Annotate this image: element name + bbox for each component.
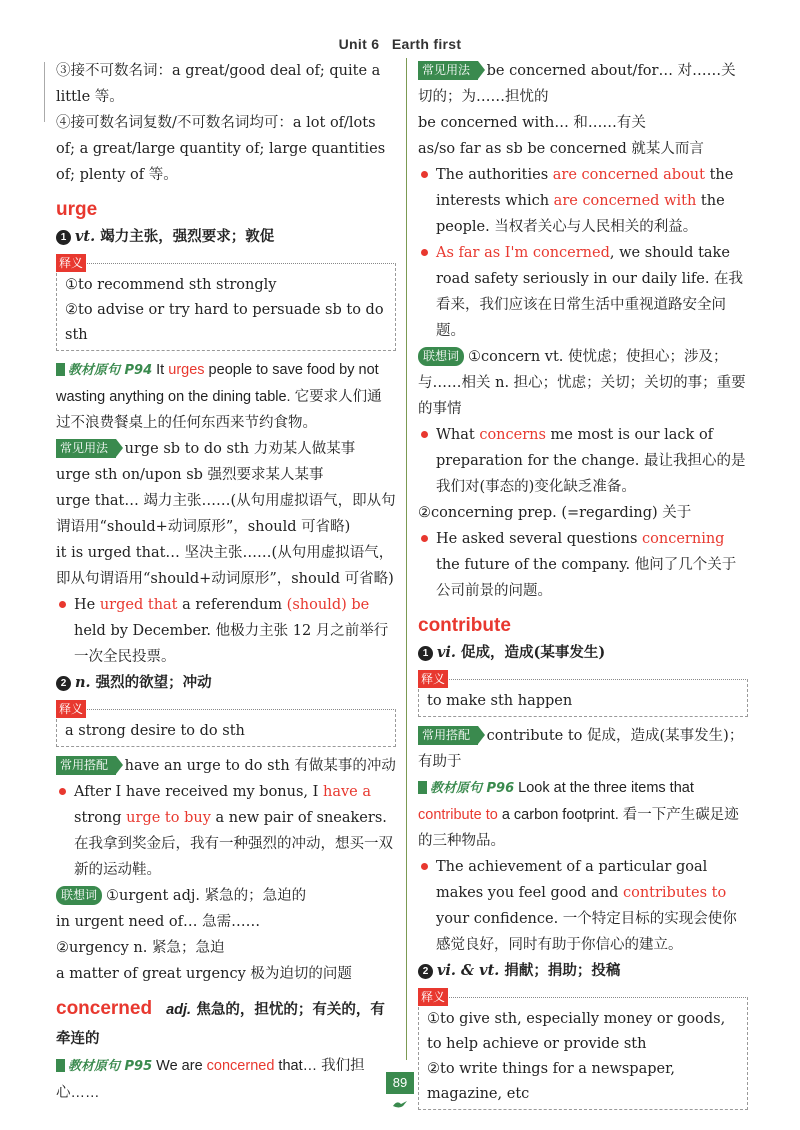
textbook-tag: 教材原句 P94	[56, 358, 152, 384]
sense-meaning: 捐献；捐助；投稿	[504, 962, 621, 979]
related-line: a matter of great urgency 极为迫切的问题	[56, 966, 352, 982]
usage-line: as/so far as sb be concerned 就某人而言	[418, 141, 704, 157]
sense-number: 1	[418, 646, 433, 661]
margin-mark	[44, 62, 45, 122]
unit-title: Earth first	[391, 36, 462, 52]
list-item: ④接可数名词复数/不可数名词均可：a lot of/lots of; a great/large quantity of; large quantities of; plenty of 等。	[56, 115, 386, 183]
page-header	[0, 36, 800, 52]
headword-meaning: 焦急的，担忧的；有关的，有牵连的	[56, 1002, 385, 1047]
sense-number: 2	[418, 964, 433, 979]
list-item: ③接不可数名词：a great/good deal of; quite a little 等。	[56, 63, 381, 105]
definition-label: 释义	[418, 988, 448, 1006]
textbook-icon	[56, 363, 65, 376]
example-sentence: He asked several questions concerning the future of the company. 他问了几个关于公司前景的问题。	[418, 526, 748, 604]
definition-box	[418, 988, 748, 1110]
sense-2	[56, 670, 396, 696]
example-sentence: The achievement of a particular goal makes you feel good and contributes to your confidence. 一个特定目标的实现会使你感觉良好，同时有助于你信心的建立。	[418, 854, 748, 958]
headword-contribute: contribute	[418, 615, 511, 636]
sense-pos: n.	[75, 674, 91, 691]
related-words-tag: 联想词	[56, 886, 102, 905]
definition-box	[418, 670, 748, 717]
sense-number: 1	[56, 230, 71, 245]
definition-label: 释义	[418, 670, 448, 688]
definition-box	[56, 700, 396, 747]
sense-pos: vi.	[437, 644, 456, 661]
collocation-line: 常用搭配 contribute to 促成，造成(某事发生)；有助于	[418, 728, 744, 770]
textbook-icon	[418, 781, 427, 794]
textbook-sentence: 教材原句 P95 We are concerned that… 我们担心……	[56, 1053, 396, 1106]
collocation-tag: 常用搭配	[56, 756, 116, 775]
sense-1	[418, 640, 748, 666]
page-number: 89	[386, 1072, 414, 1094]
related-line: 联想词 ①urgent adj. 紧急的；急迫的	[56, 883, 396, 909]
related-words-tag: 联想词	[418, 347, 464, 366]
definition-list	[418, 997, 748, 1110]
definition: ②to write things for a newspaper, magazine, etc	[427, 1061, 676, 1102]
usage-line: 常见用法 be concerned about/for… 对……关切的；为……担忧的	[418, 63, 736, 105]
definition: ②to advise or try hard to persuade sb to do sth	[65, 302, 384, 343]
sense-pos: vt.	[75, 228, 96, 245]
definition-label: 释义	[56, 700, 86, 718]
left-column	[56, 58, 396, 1106]
definition-box	[56, 254, 396, 351]
bird-icon	[392, 1098, 408, 1110]
right-column	[418, 58, 748, 1116]
related-line: ②urgency n. 紧急；急迫	[56, 940, 225, 956]
definition-label: 释义	[56, 254, 86, 272]
headword-pos: adj.	[166, 1002, 192, 1018]
definition: ①to give sth, especially money or goods, to help achieve or provide sth	[427, 1011, 726, 1052]
sense-meaning: 强烈的欲望；冲动	[95, 674, 212, 691]
headword-urge: urge	[56, 199, 98, 220]
sense-meaning: 促成，造成(某事发生)	[461, 644, 606, 661]
collocation-tag: 常用搭配	[418, 726, 478, 745]
related-line: in urgent need of… 急需……	[56, 914, 261, 930]
column-divider	[406, 58, 407, 1060]
collocation-line: 常用搭配 have an urge to do sth 有做某事的冲动	[56, 753, 396, 779]
textbook-sentence: 教材原句 P94 It urges people to save food by not wasting anything on the dining table. 它要求人们通过不浪费餐桌上的任何东西来节约食物。	[56, 357, 396, 436]
textbook-tag: 教材原句 P96	[418, 776, 514, 802]
definition: ①to recommend sth strongly	[65, 277, 277, 293]
definition: to make sth happen	[427, 693, 573, 709]
usage-line: 常见用法 urge sb to do sth 力劝某人做某事	[56, 436, 396, 462]
sense-pos: vi. & vt.	[437, 962, 500, 979]
sense-1	[56, 224, 396, 250]
usage-tag: 常见用法	[56, 439, 116, 458]
example-sentence: The authorities are concerned about the interests which are concerned with the people. 当权者关心与人民相关的利益。	[418, 162, 748, 240]
usage-tag: 常见用法	[418, 61, 478, 80]
textbook-tag: 教材原句 P95	[56, 1054, 152, 1080]
definition-list	[56, 263, 396, 351]
example-sentence: What concerns me most is our lack of preparation for the change. 最让我担心的是我们对(事态的)变化缺乏准备。	[418, 422, 748, 500]
textbook-icon	[56, 1059, 65, 1072]
related-line: ②concerning prep. (=regarding) 关于	[418, 505, 692, 521]
usage-line: be concerned with… 和……有关	[418, 115, 646, 131]
usage-line: urge that… 竭力主张……(从句用虚拟语气，即从句谓语用“should+动词原形”，should 可省略)	[56, 493, 396, 535]
definition-list	[418, 679, 748, 717]
definition-list	[56, 709, 396, 747]
headword-concerned: concerned adj. 焦急的，担忧的；有关的，有牵连的	[56, 998, 385, 1047]
related-line: 联想词 ①concern vt. 使忧虑；使担心；涉及；与……相关 n. 担心；忧虑；关切；关切的事；重要的事情	[418, 349, 746, 417]
usage-line: urge sth on/upon sb 强烈要求某人某事	[56, 467, 324, 483]
example-sentence: He urged that a referendum (should) be held by December. 他极力主张 12 月之前举行一次全民投票。	[56, 592, 396, 670]
textbook-sentence: 教材原句 P96 Look at the three items that contribute to a carbon footprint. 看一下产生碳足迹的三种物品。	[418, 775, 748, 854]
usage-line: it is urged that… 坚决主张……(从句用虚拟语气，即从句谓语用“should+动词原形”，should 可省略)	[56, 545, 394, 587]
definition: a strong desire to do sth	[65, 723, 245, 739]
example-sentence: After I have received my bonus, I have a strong urge to buy a new pair of sneakers. 在我拿到奖金后，我有一种强烈的冲动，想买一双新的运动鞋。	[56, 779, 396, 883]
sense-2	[418, 958, 748, 984]
example-sentence: As far as I'm concerned, we should take road safety seriously in our daily life. 在我看来，我们应该在日常生活中重视道路安全问题。	[418, 240, 748, 344]
sense-meaning: 竭力主张，强烈要求；敦促	[100, 228, 275, 245]
sense-number: 2	[56, 676, 71, 691]
unit-label: Unit 6	[338, 36, 380, 52]
